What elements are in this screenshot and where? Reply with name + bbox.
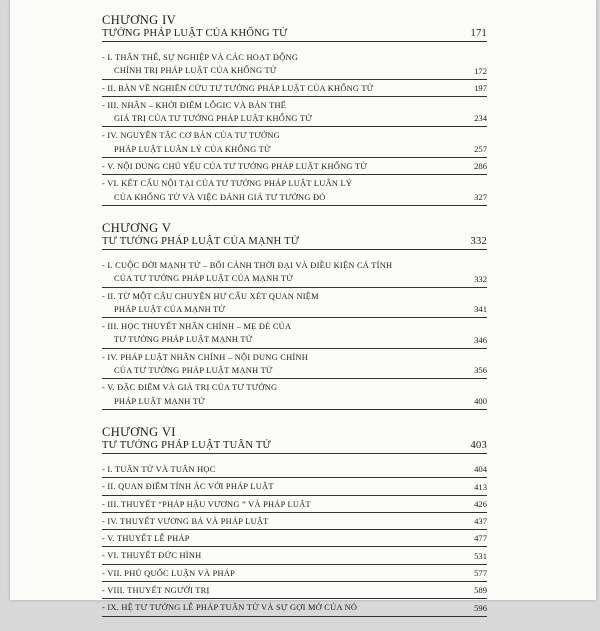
toc-entry xyxy=(102,549,487,564)
toc-entry xyxy=(102,259,487,288)
toc-entry xyxy=(102,51,487,80)
toc-entry-page-number: 404 xyxy=(474,464,487,475)
toc-entry-page-number: 197 xyxy=(474,82,487,93)
toc-entry-page-number: 426 xyxy=(474,498,487,509)
toc-entry-text xyxy=(102,51,470,78)
toc-entry-page-number: 172 xyxy=(474,65,487,76)
toc-entry-text xyxy=(102,99,470,126)
toc-entry-page-number: 327 xyxy=(474,191,487,202)
toc-entry-page-number: 286 xyxy=(474,161,487,172)
toc-entry-text xyxy=(102,584,470,597)
toc-entry-page-number: 400 xyxy=(474,395,487,406)
toc-entry-line: - III. THUYẾT “PHÁP HẬU VƯƠNG ” VÀ PHÁP LUẬT xyxy=(102,499,311,509)
toc-entry xyxy=(102,99,487,128)
table-of-contents xyxy=(102,12,487,631)
toc-entry-line: TƯ TƯỞNG PHÁP LUẬT MẠNH TỬ xyxy=(114,335,253,345)
chapter-page-number: 403 xyxy=(470,439,487,451)
toc-entry-page-number: 234 xyxy=(474,113,487,124)
toc-entry xyxy=(102,177,487,206)
chapter-title-row xyxy=(102,236,487,250)
toc-entry-line: - I. CUỘC ĐỜI MẠNH TỬ – BỐI CẢNH THỜI ĐẠI VÀ ĐIỀU KIỆN CÁ TÍNH xyxy=(102,260,393,270)
toc-entry-text xyxy=(102,320,470,347)
toc-entry-page-number: 356 xyxy=(474,365,487,376)
toc-entry xyxy=(102,129,487,158)
toc-entry-line: - VIII. THUYẾT NGƯỜI TRỊ xyxy=(102,586,210,596)
toc-entry-page-number: 531 xyxy=(474,550,487,561)
toc-entry-line: - V. ĐẶC ĐIỂM VÀ GIÁ TRỊ CỦA TƯ TƯỞNG xyxy=(102,383,278,393)
chapter-page-number: 332 xyxy=(470,235,487,247)
toc-entry-page-number: 413 xyxy=(474,481,487,492)
toc-entry xyxy=(102,351,487,380)
toc-entry-page-number: 596 xyxy=(474,602,487,613)
toc-entry-text xyxy=(102,290,470,317)
toc-entry-text xyxy=(102,351,470,378)
toc-entry xyxy=(102,498,487,513)
toc-entry-line: - II. QUAN ĐIỂM TÍNH ÁC VỚI PHÁP LUẬT xyxy=(102,482,274,492)
toc-entry-text xyxy=(102,601,470,614)
toc-entry-text xyxy=(102,463,470,476)
toc-entry-line: - VI. THUYẾT ĐỨC HÌNH xyxy=(102,551,202,561)
chapter-section xyxy=(102,424,487,617)
toc-entry-line: CHÍNH TRỊ PHÁP LUẬT CỦA KHỔNG TỬ xyxy=(114,66,277,76)
toc-entry xyxy=(102,463,487,478)
toc-entry-line: - I. TUÂN TỬ VÀ TUÂN HỌC xyxy=(102,464,216,474)
chapter-title: TƯỞNG PHÁP LUẬT CỦA KHỔNG TỬ xyxy=(102,28,288,39)
toc-entry xyxy=(102,290,487,319)
toc-entry-page-number: 341 xyxy=(474,304,487,315)
book-page xyxy=(10,0,596,613)
toc-entry-line: - V. THUYẾT LỄ PHÁP xyxy=(102,534,190,544)
toc-entry-line: - IV. NGUYÊN TẮC CƠ BẢN CỦA TƯ TƯỞNG xyxy=(102,131,280,141)
toc-entry-line: CỦA KHỔNG TỬ VÀ VIỆC ĐÁNH GIÁ TƯ TƯỞNG ĐÓ xyxy=(114,192,326,202)
toc-entry-page-number: 332 xyxy=(474,273,487,284)
toc-entry xyxy=(102,381,487,410)
chapter-title-row xyxy=(102,440,487,454)
toc-entry-text xyxy=(102,177,470,204)
toc-entry-line: PHÁP LUẬT CỦA MẠNH TỬ xyxy=(114,304,226,314)
chapter-section xyxy=(102,220,487,410)
toc-entry-page-number: 577 xyxy=(474,568,487,579)
toc-entry-line: - IV. THUYẾT VƯƠNG BÁ VÀ PHÁP LUẬT xyxy=(102,516,269,526)
chapter-section xyxy=(102,12,487,206)
toc-entry-page-number: 589 xyxy=(474,585,487,596)
chapter-title-row xyxy=(102,28,487,42)
toc-entry xyxy=(102,567,487,582)
toc-entry-text xyxy=(102,160,470,173)
toc-entry-line: CỦA TƯ TƯỞNG PHÁP LUẬT MẠNH TỬ xyxy=(114,366,273,376)
toc-entry xyxy=(102,320,487,349)
toc-entry-line: - III. HỌC THUYẾT NHÂN CHÍNH – MẸ ĐẺ CỦA xyxy=(102,322,292,332)
toc-entry-line: - III. NHÂN – KHỞI ĐIỂM LÔGIC VÀ BẢN THỂ xyxy=(102,100,287,110)
toc-entry-line: - IX. HỆ TƯ TƯỞNG LỄ PHÁP TUÂN TỬ VÀ SỰ GỢI MỞ CỦA NÓ xyxy=(102,603,358,613)
toc-entry xyxy=(102,82,487,97)
chapter-label: CHƯƠNG VI xyxy=(102,424,176,439)
toc-entry-page-number: 437 xyxy=(474,516,487,527)
toc-entry-line: - II. BÀN VỀ NGHIÊN CỨU TƯ TƯỞNG PHÁP LUẬT CỦA KHỔNG TỬ xyxy=(102,83,374,93)
toc-entry xyxy=(102,601,487,616)
chapter-label: CHƯƠNG IV xyxy=(102,13,177,27)
toc-entry-line: CỦA TƯ TƯỞNG PHÁP LUẬT CỦA MẠNH TỬ xyxy=(114,274,293,284)
toc-entry xyxy=(102,480,487,495)
toc-entry-text xyxy=(102,129,470,156)
toc-entry-line: - V. NỘI DUNG CHỦ YẾU CỦA TƯ TƯỞNG PHÁP LUẬT KHỔNG TỬ xyxy=(102,162,368,172)
toc-entry-line: - IV. PHÁP LUẬT NHÂN CHÍNH – NỘI DUNG CHÍNH xyxy=(102,352,309,362)
toc-entry-text xyxy=(102,515,470,528)
toc-entry-text xyxy=(102,498,470,511)
toc-entry-line: - VII. PHÚ QUỐC LUẬN VÀ PHÁP xyxy=(102,568,236,578)
toc-entry-text xyxy=(102,532,470,545)
toc-entry xyxy=(102,532,487,547)
toc-entry xyxy=(102,515,487,530)
chapter-title: TƯ TƯỞNG PHÁP LUẬT TUÂN TỬ xyxy=(102,439,271,451)
toc-entry-line: PHÁP LUẬT MẠNH TỬ xyxy=(114,396,205,406)
toc-entry xyxy=(102,584,487,599)
toc-entry-page-number: 346 xyxy=(474,334,487,345)
toc-entry-text xyxy=(102,259,470,286)
toc-entry-line: - I. THÂN THẾ, SỰ NGHIỆP VÀ CÁC HOẠT ĐỘNG xyxy=(102,53,299,62)
toc-entry-line: PHÁP LUẬT LUÂN LÝ CỦA KHỔNG TỬ xyxy=(114,144,271,154)
toc-entry-line: GIÁ TRỊ CỦA TƯ TƯỞNG PHÁP LUẬT KHỔNG TỬ xyxy=(114,114,312,124)
toc-entry xyxy=(102,160,487,175)
chapter-label: CHƯƠNG V xyxy=(102,220,172,235)
toc-entry-text xyxy=(102,82,470,95)
toc-entry-text xyxy=(102,549,470,562)
toc-entry-line: - VI. KẾT CẤU NỘI TẠI CỦA TƯ TƯỞNG PHÁP LUẬT LUÂN LÝ xyxy=(102,179,353,189)
toc-entry-text xyxy=(102,480,470,493)
toc-entry-text xyxy=(102,381,470,408)
chapter-page-number: 171 xyxy=(470,28,487,39)
toc-entry-text xyxy=(102,567,470,580)
toc-entry-page-number: 477 xyxy=(474,533,487,544)
chapter-title: TƯ TƯỞNG PHÁP LUẬT CỦA MẠNH TỬ xyxy=(102,235,300,247)
toc-entry-line: - II. TỪ MỘT CÂU CHUYỆN HƯ CẤU XÉT QUAN NIỆM xyxy=(102,291,319,301)
toc-entry-page-number: 257 xyxy=(474,144,487,155)
